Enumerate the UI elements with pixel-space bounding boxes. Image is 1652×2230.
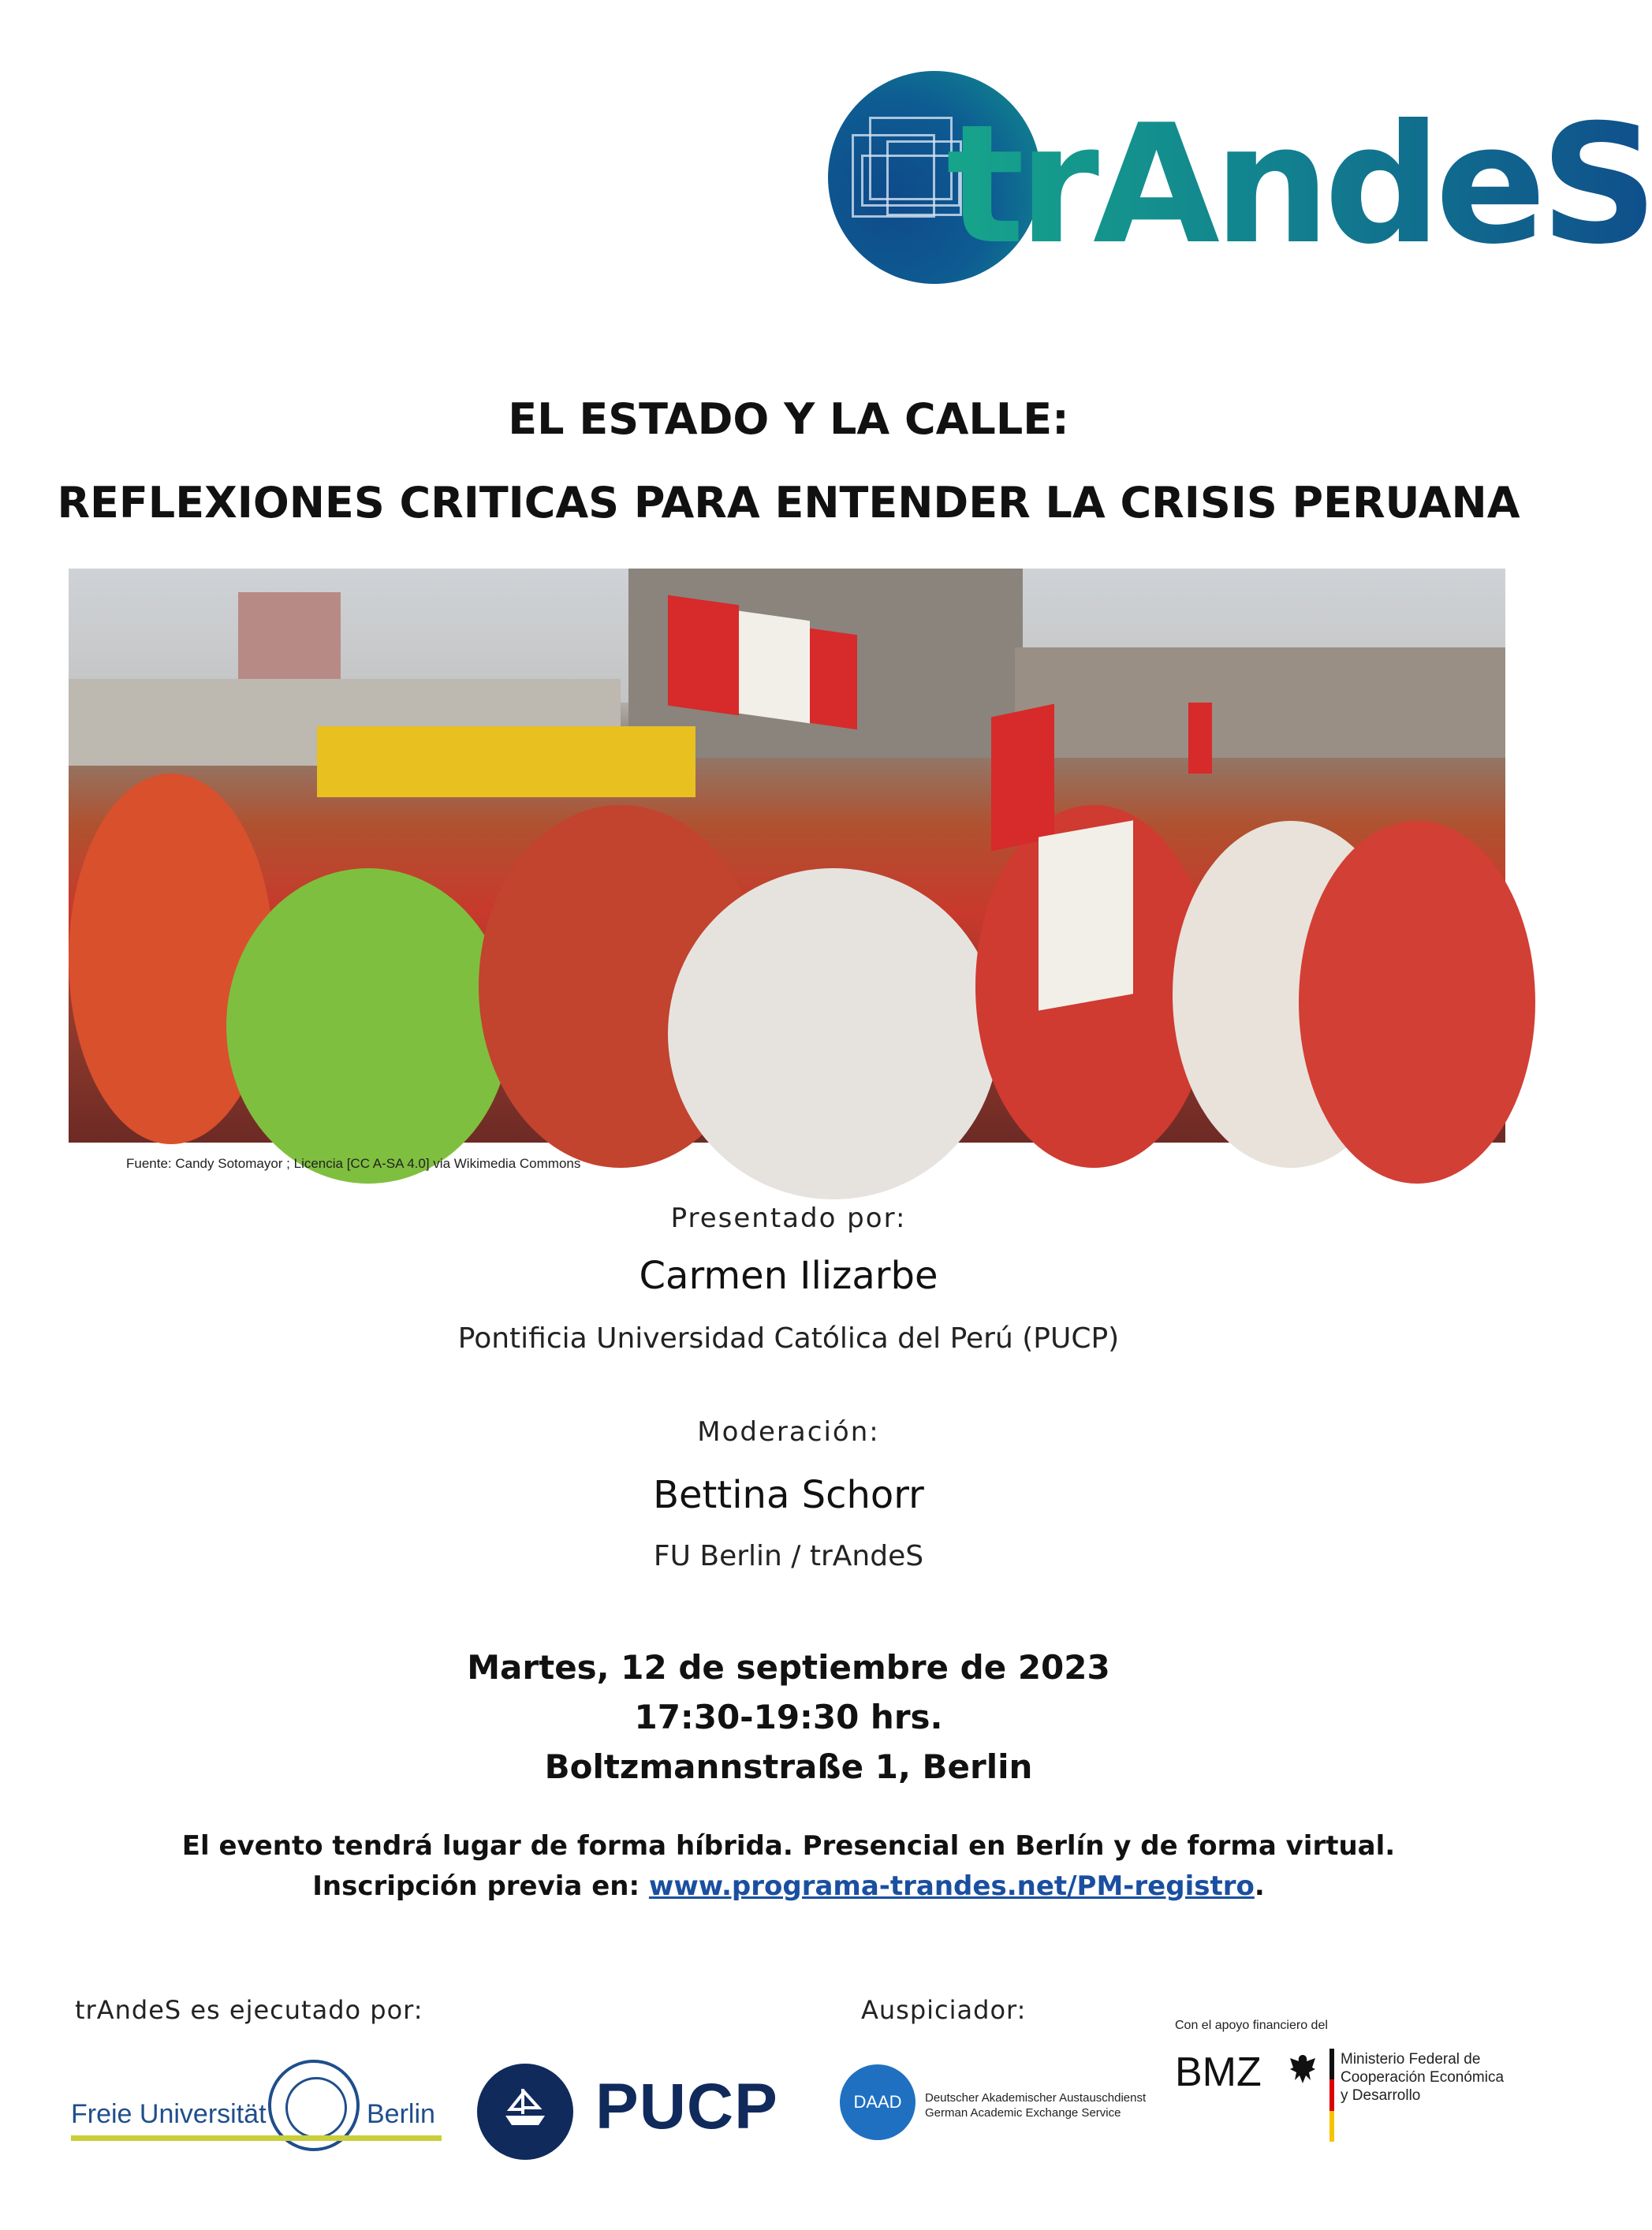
event-date: Martes, 12 de septiembre de 2023 <box>467 1648 1110 1687</box>
protest-photo <box>69 569 1505 1143</box>
registration-suffix: . <box>1254 1870 1265 1902</box>
photo-caption: Fuente: Candy Sotomayor ; Licencia [CC A-SA 4.0] via Wikimedia Commons <box>126 1156 581 1171</box>
hybrid-info: El evento tendrá lugar de forma híbrida. Presencial en Berlín y de forma virtual. <box>181 1830 1396 1862</box>
daad-mark: DAAD <box>840 2064 915 2140</box>
bmz-support-text: Con el apoyo financiero del <box>1175 2019 1328 2032</box>
german-flag-bar <box>1329 2049 1334 2142</box>
registration-link[interactable]: www.programa-trandes.net/PM-registro <box>648 1870 1255 1902</box>
bmz-logo <box>1175 2019 1538 2145</box>
moderator-name: Bettina Schorr <box>653 1473 924 1517</box>
logo-wordmark: trAndeS <box>946 71 1652 300</box>
moderator-label: Moderación: <box>697 1416 880 1448</box>
bmz-ministry-name: Ministerio Federal de Cooperación Económica y Desarrollo <box>1341 2051 1505 2104</box>
event-title-line1: EL ESTADO Y LA CALLE: <box>508 394 1069 444</box>
pucp-wordmark: PUCP <box>595 2071 778 2142</box>
fu-name-left: Freie Universität <box>71 2099 267 2129</box>
presenter-affiliation: Pontificia Universidad Católica del Perú (PUCP) <box>457 1322 1120 1355</box>
daad-name-en: German Academic Exchange Service <box>925 2106 1121 2120</box>
pucp-emblem <box>477 2064 573 2160</box>
presenter-label: Presentado por: <box>670 1203 907 1234</box>
trandes-logo <box>828 71 1652 300</box>
fu-underline <box>71 2135 442 2141</box>
ship-icon <box>499 2084 551 2131</box>
bmz-mark: BMZ <box>1175 2049 1262 2095</box>
sponsor-label: Auspiciador: <box>861 1995 1027 2025</box>
presenter-name: Carmen Ilizarbe <box>639 1254 938 1298</box>
daad-logo <box>840 2064 1147 2143</box>
pucp-logo <box>477 2062 792 2161</box>
fu-berlin-logo <box>71 2060 442 2162</box>
daad-name-de: Deutscher Akademischer Austauschdienst <box>925 2091 1147 2105</box>
event-place: Boltzmannstraße 1, Berlin <box>544 1747 1033 1786</box>
registration-prefix: Inscripción previa en: <box>312 1870 649 1902</box>
registration-info <box>0 1870 1577 1902</box>
eagle-icon <box>1287 2052 1318 2086</box>
event-title-line2: REFLEXIONES CRITICAS PARA ENTENDER LA CRISIS PERUANA <box>57 478 1520 528</box>
fu-name-right: Berlin <box>367 2099 435 2129</box>
executed-by-label: trAndeS es ejecutado por: <box>75 1995 423 2025</box>
moderator-affiliation: FU Berlin / trAndeS <box>653 1540 924 1572</box>
event-time: 17:30-19:30 hrs. <box>634 1698 943 1736</box>
